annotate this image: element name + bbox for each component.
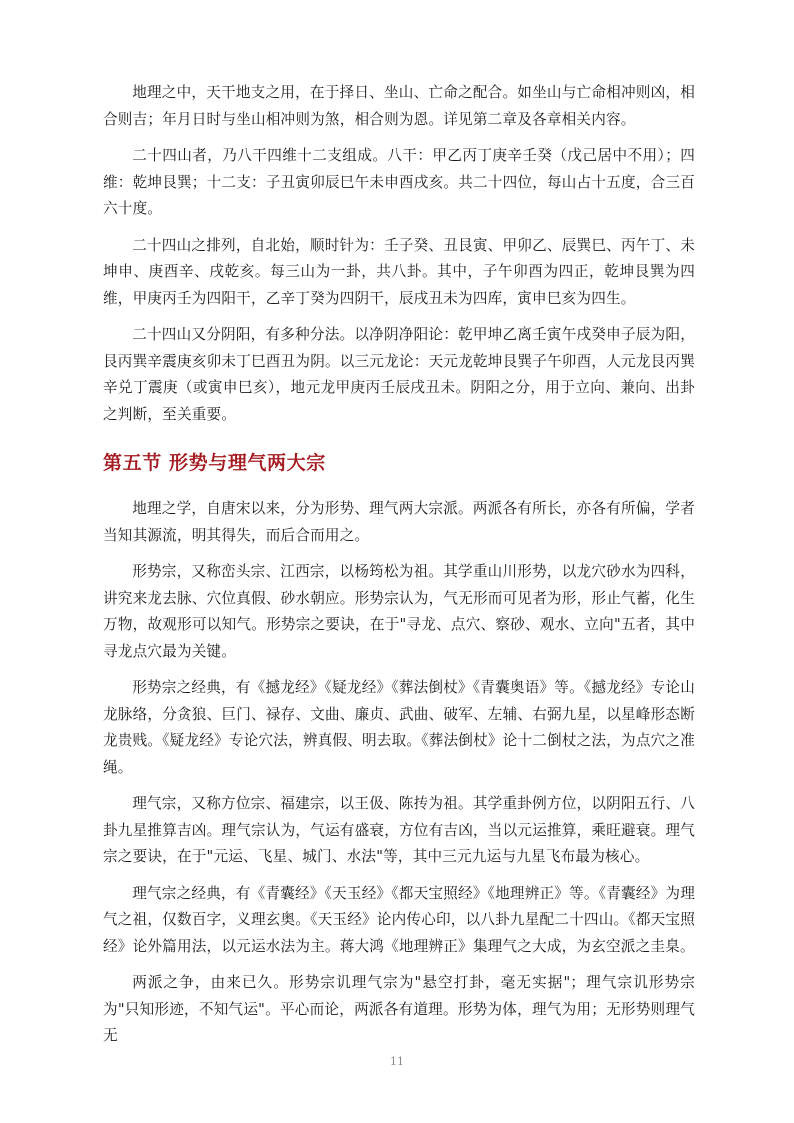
paragraph-form-school-classics: 形势宗之经典，有《撼龙经》《疑龙经》《葬法倒杖》《青囊奥语》等。《撼龙经》专论山龙脉络，分贪狼、巨门、禄存、文曲、廉贞、武曲、破军、左辅、右弼九星，以星峰形态断龙贵贱。《疑龙经》专论穴法，辨真假、明去取。《葬法倒杖》论十二倒杖之法，为点穴之准绳。 bbox=[103, 679, 695, 776]
paragraph-tiangan-dizhi: 地理之中，天干地支之用，在于择日、坐山、亡命之配合。如坐山与亡命相冲则凶，相合则吉；年月日时与坐山相冲则为煞，相合则为恩。详见第二章及各章相关内容。 bbox=[103, 84, 695, 128]
paragraph-qi-school: 理气宗，又称方位宗、福建宗，以王伋、陈抟为祖。其学重卦例方位，以阴阳五行、八卦九星推算吉凶。理气宗认为，气运有盛衰，方位有吉凶，当以元运推算，乘旺避衰。理气宗之要诀，在于"元运、飞星、城门、水法"等，其中三元九运与九星飞布最为核心。 bbox=[103, 795, 695, 865]
paragraph-two-schools-debate: 两派之争，由来已久。形势宗讥理气宗为"悬空打卦，毫无实据"；理气宗讥形势宗为"只知形迹，不知气运"。平心而论，两派各有道理。形势为体，理气为用；无形势则理气无 bbox=[103, 974, 695, 1044]
section-heading: 第五节 形势与理气两大宗 bbox=[103, 452, 326, 474]
paragraph-twenty-four-mountains: 二十四山者，乃八干四维十二支组成。八干：甲乙丙丁庚辛壬癸（戊己居中不用）；四维：乾坤艮巽；十二支：子丑寅卯辰巳午未申酉戌亥。共二十四位，每山占十五度，合三百六十度。 bbox=[103, 147, 695, 217]
page-number: 11 bbox=[390, 1055, 404, 1068]
paragraph-qi-school-classics: 理气宗之经典，有《青囊经》《天玉经》《都天宝照经》《地理辨正》等。《青囊经》为理气之祖，仅数百字，义理玄奥。《天玉经》论内传心印，以八卦九星配二十四山。《都天宝照经》论外篇用法，以元运水法为主。蒋大鸿《地理辨正》集理气之大成，为玄空派之圭臬。 bbox=[103, 884, 695, 955]
paragraph-form-school: 形势宗，又称峦头宗、江西宗，以杨筠松为祖。其学重山川形势，以龙穴砂水为四科，讲究来龙去脉、穴位真假、砂水朝应。形势宗认为，气无形而可见者为形，形止气蓄，化生万物，故观形可以知气。形势宗之要诀，在于"寻龙、点穴、察砂、观水、立向"五者，其中寻龙点穴最为关键。 bbox=[103, 563, 695, 660]
paragraph-yin-yang-division: 二十四山又分阴阳，有多种分法。以净阴净阳论：乾甲坤乙离壬寅午戌癸申子辰为阳，艮丙巽辛震庚亥卯未丁巳酉丑为阴。以三元龙论：天元龙乾坤艮巽子午卯酉，人元龙艮丙巽辛兑丁震庚（或寅申巳亥），地元龙甲庚丙壬辰戌丑未。阴阳之分，用于立向、兼向、出卦之判断，至关重要。 bbox=[103, 326, 695, 423]
paragraph-two-schools-intro: 地理之学，自唐宋以来，分为形势、理气两大宗派。两派各有所长，亦各有所偏，学者当知其源流，明其得失，而后合而用之。 bbox=[103, 500, 695, 544]
paragraph-mountain-order: 二十四山之排列，自北始，顺时针为：壬子癸、丑艮寅、甲卯乙、辰巽巳、丙午丁、未坤申、庚酉辛、戌乾亥。每三山为一卦，共八卦。其中，子午卯酉为四正，乾坤艮巽为四维，甲庚丙壬为四阳干，乙辛丁癸为四阴干，辰戌丑未为四库，寅申巳亥为四生。 bbox=[103, 236, 695, 307]
page-content bbox=[103, 80, 695, 1060]
